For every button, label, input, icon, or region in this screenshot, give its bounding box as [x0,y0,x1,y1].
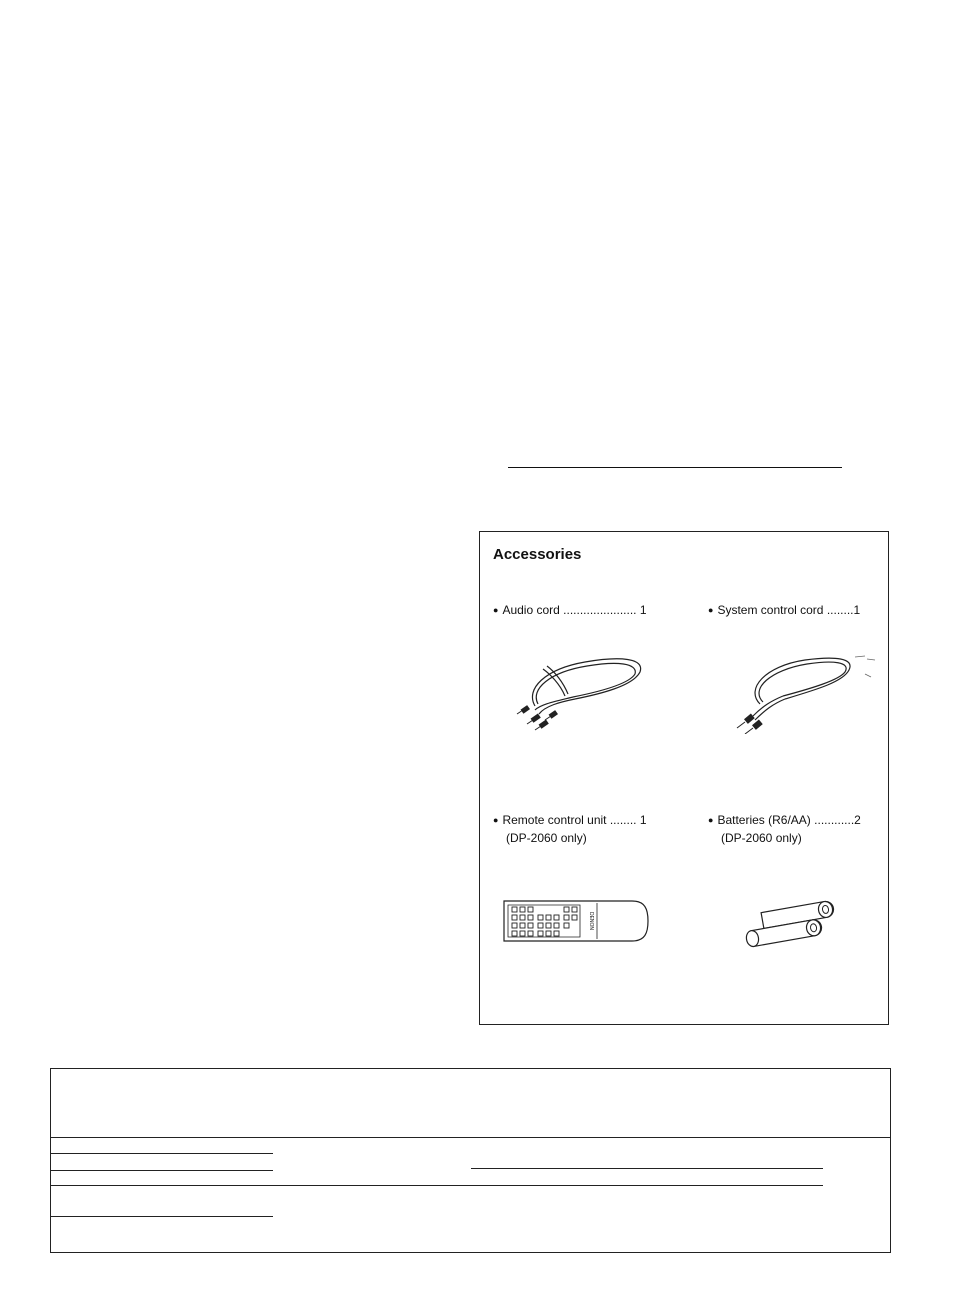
accessory-label: System control cord [717,603,824,617]
top-separator-line [508,467,842,468]
accessory-label: Audio cord [502,603,560,617]
table-row-divider [471,1168,823,1169]
accessory-label: Remote control unit [502,813,607,827]
accessories-box [479,531,889,1025]
accessory-label: Batteries (R6/AA) [717,813,811,827]
table-row-divider [51,1185,823,1186]
bullet-icon: ● [493,815,499,825]
accessory-qty: 1 [639,603,647,617]
accessory-qty: 1 [639,813,647,827]
bullet-icon: ● [493,605,499,615]
accessories-title: Accessories [493,546,582,563]
accessory-item-system-control-cord [708,602,860,620]
accessory-qty: 1 [853,603,861,617]
accessory-leader: ............ [814,813,855,827]
audio-cord-illustration [505,644,650,734]
accessory-note: (DP-2060 only) [506,831,587,845]
remote-control-illustration [502,897,652,947]
bottom-table-frame [50,1068,891,1253]
accessory-qty: 2 [854,813,861,827]
accessory-note: (DP-2060 only) [721,831,802,845]
accessory-leader: ........ [826,603,854,617]
accessory-leader: ........ [609,813,637,827]
batteries-illustration [742,897,842,957]
remote-brand-label: DENON [588,911,594,931]
bullet-icon: ● [708,815,714,825]
bullet-icon: ● [708,605,714,615]
accessory-item-remote-control-unit [493,812,647,847]
table-row-divider [51,1137,890,1138]
table-row-divider [51,1170,273,1171]
accessory-item-audio-cord [493,602,647,620]
accessory-item-batteries [708,812,861,847]
system-control-cord-illustration [725,644,885,734]
table-row-divider [51,1216,273,1217]
table-row-divider [51,1153,273,1154]
accessory-leader: ...................... [563,603,637,617]
